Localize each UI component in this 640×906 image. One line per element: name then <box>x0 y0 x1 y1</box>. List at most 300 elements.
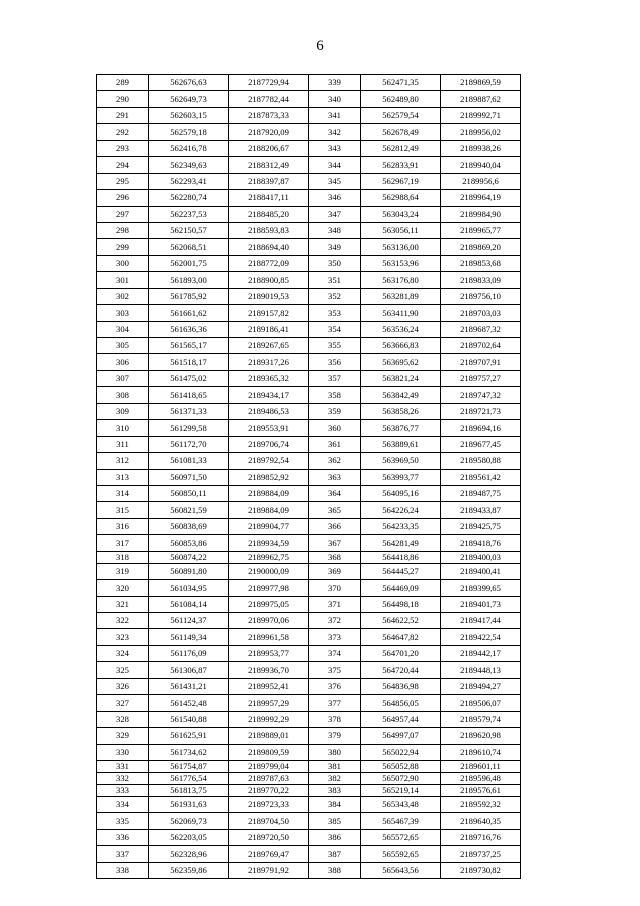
y-coordinate-cell: 2189884,09 <box>229 485 309 501</box>
point-number-cell: 365 <box>309 502 361 518</box>
point-number-cell: 379 <box>309 728 361 744</box>
point-number-cell: 291 <box>97 107 149 123</box>
x-coordinate-cell: 562237,53 <box>149 206 229 222</box>
x-coordinate-cell: 564701,20 <box>361 645 441 661</box>
point-number-cell: 301 <box>97 272 149 288</box>
point-number-cell: 381 <box>309 760 361 772</box>
x-coordinate-cell: 564856,05 <box>361 695 441 711</box>
x-coordinate-cell: 563153,96 <box>361 255 441 271</box>
y-coordinate-cell: 2189770,22 <box>229 784 309 796</box>
x-coordinate-cell: 562676,63 <box>149 75 229 91</box>
point-number-cell: 344 <box>309 157 361 173</box>
y-coordinate-cell: 2189317,26 <box>229 354 309 370</box>
table-row <box>97 403 521 419</box>
y-coordinate-cell: 2189365,32 <box>229 370 309 386</box>
x-coordinate-cell: 561565,17 <box>149 338 229 354</box>
x-coordinate-cell: 561172,70 <box>149 436 229 452</box>
y-coordinate-cell: 2189506,07 <box>441 695 521 711</box>
point-number-cell: 300 <box>97 255 149 271</box>
y-coordinate-cell: 2189417,44 <box>441 613 521 629</box>
point-number-cell: 345 <box>309 173 361 189</box>
point-number-cell: 299 <box>97 239 149 255</box>
point-number-cell: 347 <box>309 206 361 222</box>
x-coordinate-cell: 562579,18 <box>149 124 229 140</box>
point-number-cell: 305 <box>97 338 149 354</box>
point-number-cell: 386 <box>309 829 361 845</box>
y-coordinate-cell: 2189952,41 <box>229 678 309 694</box>
point-number-cell: 303 <box>97 305 149 321</box>
table-row <box>97 469 521 485</box>
point-number-cell: 353 <box>309 305 361 321</box>
x-coordinate-cell: 560821,59 <box>149 502 229 518</box>
x-coordinate-cell: 561034,95 <box>149 580 229 596</box>
x-coordinate-cell: 563821,24 <box>361 370 441 386</box>
point-number-cell: 312 <box>97 453 149 469</box>
y-coordinate-cell: 2189707,91 <box>441 354 521 370</box>
table-row <box>97 711 521 727</box>
y-coordinate-cell: 2189702,64 <box>441 338 521 354</box>
y-coordinate-cell: 2189957,29 <box>229 695 309 711</box>
y-coordinate-cell: 2188772,09 <box>229 255 309 271</box>
table-row <box>97 518 521 534</box>
y-coordinate-cell: 2189869,59 <box>441 75 521 91</box>
x-coordinate-cell: 562280,74 <box>149 190 229 206</box>
x-coordinate-cell: 562579,54 <box>361 107 441 123</box>
point-number-cell: 351 <box>309 272 361 288</box>
table-row <box>97 563 521 579</box>
y-coordinate-cell: 2189833,09 <box>441 272 521 288</box>
point-number-cell: 311 <box>97 436 149 452</box>
x-coordinate-cell: 563666,83 <box>361 338 441 354</box>
table-row <box>97 272 521 288</box>
x-coordinate-cell: 564226,24 <box>361 502 441 518</box>
x-coordinate-cell: 561931,63 <box>149 796 229 812</box>
y-coordinate-cell: 2189889,01 <box>229 728 309 744</box>
y-coordinate-cell: 2189400,03 <box>441 551 521 563</box>
table-row <box>97 338 521 354</box>
table-row <box>97 190 521 206</box>
x-coordinate-cell: 562069,73 <box>149 813 229 829</box>
y-coordinate-cell: 2189757,27 <box>441 370 521 386</box>
x-coordinate-cell: 562416,78 <box>149 140 229 156</box>
x-coordinate-cell: 563876,77 <box>361 420 441 436</box>
point-number-cell: 328 <box>97 711 149 727</box>
point-number-cell: 388 <box>309 862 361 878</box>
y-coordinate-cell: 2189418,76 <box>441 535 521 551</box>
point-number-cell: 320 <box>97 580 149 596</box>
x-coordinate-cell: 564281,49 <box>361 535 441 551</box>
x-coordinate-cell: 561299,58 <box>149 420 229 436</box>
y-coordinate-cell: 2190000,09 <box>229 563 309 579</box>
point-number-cell: 336 <box>97 829 149 845</box>
point-number-cell: 361 <box>309 436 361 452</box>
x-coordinate-cell: 564720,44 <box>361 662 441 678</box>
x-coordinate-cell: 560850,11 <box>149 485 229 501</box>
point-number-cell: 297 <box>97 206 149 222</box>
x-coordinate-cell: 561084,14 <box>149 596 229 612</box>
x-coordinate-cell: 561518,17 <box>149 354 229 370</box>
y-coordinate-cell: 2187920,09 <box>229 124 309 140</box>
y-coordinate-cell: 2189747,32 <box>441 387 521 403</box>
y-coordinate-cell: 2188900,85 <box>229 272 309 288</box>
x-coordinate-cell: 563695,62 <box>361 354 441 370</box>
point-number-cell: 375 <box>309 662 361 678</box>
table-row <box>97 436 521 452</box>
x-coordinate-cell: 560874,22 <box>149 551 229 563</box>
table-row <box>97 596 521 612</box>
y-coordinate-cell: 2189433,87 <box>441 502 521 518</box>
x-coordinate-cell: 562833,91 <box>361 157 441 173</box>
y-coordinate-cell: 2189579,74 <box>441 711 521 727</box>
x-coordinate-cell: 561734,62 <box>149 744 229 760</box>
x-coordinate-cell: 561754,87 <box>149 760 229 772</box>
table-row <box>97 645 521 661</box>
point-number-cell: 318 <box>97 551 149 563</box>
x-coordinate-cell: 561785,92 <box>149 288 229 304</box>
coordinates-table <box>96 74 521 879</box>
x-coordinate-cell: 564957,44 <box>361 711 441 727</box>
x-coordinate-cell: 564622,52 <box>361 613 441 629</box>
point-number-cell: 308 <box>97 387 149 403</box>
x-coordinate-cell: 561149,34 <box>149 629 229 645</box>
x-coordinate-cell: 561776,54 <box>149 772 229 784</box>
table-row <box>97 354 521 370</box>
point-number-cell: 335 <box>97 813 149 829</box>
table-row <box>97 629 521 645</box>
y-coordinate-cell: 2189487,75 <box>441 485 521 501</box>
y-coordinate-cell: 2187729,94 <box>229 75 309 91</box>
y-coordinate-cell: 2189401,73 <box>441 596 521 612</box>
x-coordinate-cell: 562603,15 <box>149 107 229 123</box>
y-coordinate-cell: 2189486,53 <box>229 403 309 419</box>
point-number-cell: 294 <box>97 157 149 173</box>
point-number-cell: 373 <box>309 629 361 645</box>
y-coordinate-cell: 2189703,03 <box>441 305 521 321</box>
table-row <box>97 321 521 337</box>
x-coordinate-cell: 563536,24 <box>361 321 441 337</box>
y-coordinate-cell: 2189448,13 <box>441 662 521 678</box>
point-number-cell: 307 <box>97 370 149 386</box>
point-number-cell: 327 <box>97 695 149 711</box>
table-row <box>97 206 521 222</box>
point-number-cell: 371 <box>309 596 361 612</box>
x-coordinate-cell: 564498,18 <box>361 596 441 612</box>
point-number-cell: 310 <box>97 420 149 436</box>
y-coordinate-cell: 2189425,75 <box>441 518 521 534</box>
y-coordinate-cell: 2189956,02 <box>441 124 521 140</box>
table-row <box>97 453 521 469</box>
x-coordinate-cell: 561124,37 <box>149 613 229 629</box>
table-row <box>97 535 521 551</box>
table-row <box>97 502 521 518</box>
y-coordinate-cell: 2189687,32 <box>441 321 521 337</box>
point-number-cell: 346 <box>309 190 361 206</box>
table-row <box>97 613 521 629</box>
y-coordinate-cell: 2189853,68 <box>441 255 521 271</box>
page-number: 6 <box>316 38 324 54</box>
y-coordinate-cell: 2189940,04 <box>441 157 521 173</box>
point-number-cell: 331 <box>97 760 149 772</box>
point-number-cell: 325 <box>97 662 149 678</box>
y-coordinate-cell: 2189434,17 <box>229 387 309 403</box>
table-row <box>97 124 521 140</box>
y-coordinate-cell: 2189965,77 <box>441 222 521 238</box>
y-coordinate-cell: 2189677,45 <box>441 436 521 452</box>
point-number-cell: 348 <box>309 222 361 238</box>
y-coordinate-cell: 2187873,33 <box>229 107 309 123</box>
point-number-cell: 304 <box>97 321 149 337</box>
y-coordinate-cell: 2189706,74 <box>229 436 309 452</box>
point-number-cell: 372 <box>309 613 361 629</box>
y-coordinate-cell: 2189737,25 <box>441 846 521 862</box>
y-coordinate-cell: 2187782,44 <box>229 91 309 107</box>
x-coordinate-cell: 562001,75 <box>149 255 229 271</box>
point-number-cell: 292 <box>97 124 149 140</box>
x-coordinate-cell: 561893,00 <box>149 272 229 288</box>
x-coordinate-cell: 561176,09 <box>149 645 229 661</box>
table-row <box>97 784 521 796</box>
point-number-cell: 338 <box>97 862 149 878</box>
x-coordinate-cell: 563043,24 <box>361 206 441 222</box>
table-row <box>97 829 521 845</box>
table-row <box>97 91 521 107</box>
x-coordinate-cell: 564997,07 <box>361 728 441 744</box>
point-number-cell: 306 <box>97 354 149 370</box>
table-row <box>97 239 521 255</box>
point-number-cell: 350 <box>309 255 361 271</box>
x-coordinate-cell: 562150,57 <box>149 222 229 238</box>
y-coordinate-cell: 2189869,20 <box>441 239 521 255</box>
y-coordinate-cell: 2189186,41 <box>229 321 309 337</box>
x-coordinate-cell: 561418,65 <box>149 387 229 403</box>
y-coordinate-cell: 2189494,27 <box>441 678 521 694</box>
x-coordinate-cell: 562293,41 <box>149 173 229 189</box>
table-row <box>97 157 521 173</box>
x-coordinate-cell: 564233,35 <box>361 518 441 534</box>
x-coordinate-cell: 564469,09 <box>361 580 441 596</box>
x-coordinate-cell: 563281,89 <box>361 288 441 304</box>
point-number-cell: 295 <box>97 173 149 189</box>
point-number-cell: 354 <box>309 321 361 337</box>
point-number-cell: 387 <box>309 846 361 862</box>
x-coordinate-cell: 564095,16 <box>361 485 441 501</box>
x-coordinate-cell: 564836,98 <box>361 678 441 694</box>
y-coordinate-cell: 2189553,91 <box>229 420 309 436</box>
y-coordinate-cell: 2189580,88 <box>441 453 521 469</box>
x-coordinate-cell: 562328,96 <box>149 846 229 862</box>
table-row <box>97 662 521 678</box>
point-number-cell: 330 <box>97 744 149 760</box>
y-coordinate-cell: 2189422,54 <box>441 629 521 645</box>
table-row <box>97 255 521 271</box>
point-number-cell: 314 <box>97 485 149 501</box>
point-number-cell: 352 <box>309 288 361 304</box>
point-number-cell: 341 <box>309 107 361 123</box>
y-coordinate-cell: 2188397,87 <box>229 173 309 189</box>
x-coordinate-cell: 562988,64 <box>361 190 441 206</box>
point-number-cell: 360 <box>309 420 361 436</box>
point-number-cell: 289 <box>97 75 149 91</box>
y-coordinate-cell: 2189936,70 <box>229 662 309 678</box>
y-coordinate-cell: 2189934,59 <box>229 535 309 551</box>
x-coordinate-cell: 562489,80 <box>361 91 441 107</box>
y-coordinate-cell: 2189852,92 <box>229 469 309 485</box>
point-number-cell: 359 <box>309 403 361 419</box>
x-coordinate-cell: 563056,11 <box>361 222 441 238</box>
coordinates-table-body <box>97 75 521 879</box>
x-coordinate-cell: 565052,88 <box>361 760 441 772</box>
point-number-cell: 362 <box>309 453 361 469</box>
point-number-cell: 321 <box>97 596 149 612</box>
table-row <box>97 862 521 878</box>
point-number-cell: 326 <box>97 678 149 694</box>
x-coordinate-cell: 561813,75 <box>149 784 229 796</box>
point-number-cell: 290 <box>97 91 149 107</box>
x-coordinate-cell: 562349,63 <box>149 157 229 173</box>
point-number-cell: 385 <box>309 813 361 829</box>
y-coordinate-cell: 2189953,77 <box>229 645 309 661</box>
y-coordinate-cell: 2189267,65 <box>229 338 309 354</box>
y-coordinate-cell: 2189884,09 <box>229 502 309 518</box>
y-coordinate-cell: 2189596,48 <box>441 772 521 784</box>
y-coordinate-cell: 2189721,73 <box>441 403 521 419</box>
x-coordinate-cell: 561306,87 <box>149 662 229 678</box>
y-coordinate-cell: 2189756,10 <box>441 288 521 304</box>
y-coordinate-cell: 2189904,77 <box>229 518 309 534</box>
y-coordinate-cell: 2189970,06 <box>229 613 309 629</box>
y-coordinate-cell: 2189694,16 <box>441 420 521 436</box>
y-coordinate-cell: 2189620,98 <box>441 728 521 744</box>
point-number-cell: 358 <box>309 387 361 403</box>
y-coordinate-cell: 2189956,6 <box>441 173 521 189</box>
point-number-cell: 382 <box>309 772 361 784</box>
x-coordinate-cell: 560891,80 <box>149 563 229 579</box>
point-number-cell: 374 <box>309 645 361 661</box>
point-number-cell: 378 <box>309 711 361 727</box>
y-coordinate-cell: 2189769,47 <box>229 846 309 862</box>
y-coordinate-cell: 2189723,33 <box>229 796 309 812</box>
y-coordinate-cell: 2188593,83 <box>229 222 309 238</box>
x-coordinate-cell: 561475,02 <box>149 370 229 386</box>
point-number-cell: 334 <box>97 796 149 812</box>
y-coordinate-cell: 2189799,04 <box>229 760 309 772</box>
table-row <box>97 140 521 156</box>
x-coordinate-cell: 561431,21 <box>149 678 229 694</box>
table-row <box>97 485 521 501</box>
y-coordinate-cell: 2189809,59 <box>229 744 309 760</box>
x-coordinate-cell: 561661,62 <box>149 305 229 321</box>
y-coordinate-cell: 2188312,49 <box>229 157 309 173</box>
point-number-cell: 302 <box>97 288 149 304</box>
point-number-cell: 369 <box>309 563 361 579</box>
y-coordinate-cell: 2189961,58 <box>229 629 309 645</box>
x-coordinate-cell: 565572,65 <box>361 829 441 845</box>
point-number-cell: 363 <box>309 469 361 485</box>
x-coordinate-cell: 563858,26 <box>361 403 441 419</box>
table-row <box>97 580 521 596</box>
y-coordinate-cell: 2189938,26 <box>441 140 521 156</box>
x-coordinate-cell: 563993,77 <box>361 469 441 485</box>
x-coordinate-cell: 565343,48 <box>361 796 441 812</box>
point-number-cell: 383 <box>309 784 361 796</box>
x-coordinate-cell: 561081,33 <box>149 453 229 469</box>
x-coordinate-cell: 564445,27 <box>361 563 441 579</box>
x-coordinate-cell: 565072,90 <box>361 772 441 784</box>
y-coordinate-cell: 2189787,63 <box>229 772 309 784</box>
y-coordinate-cell: 2189984,90 <box>441 206 521 222</box>
y-coordinate-cell: 2189610,74 <box>441 744 521 760</box>
x-coordinate-cell: 561636,36 <box>149 321 229 337</box>
x-coordinate-cell: 563176,80 <box>361 272 441 288</box>
point-number-cell: 340 <box>309 91 361 107</box>
x-coordinate-cell: 562812,49 <box>361 140 441 156</box>
table-row <box>97 551 521 563</box>
x-coordinate-cell: 560853,86 <box>149 535 229 551</box>
y-coordinate-cell: 2189640,35 <box>441 813 521 829</box>
table-row <box>97 772 521 784</box>
table-row <box>97 173 521 189</box>
y-coordinate-cell: 2189716,76 <box>441 829 521 845</box>
table-row <box>97 420 521 436</box>
table-row <box>97 744 521 760</box>
x-coordinate-cell: 562068,51 <box>149 239 229 255</box>
point-number-cell: 309 <box>97 403 149 419</box>
x-coordinate-cell: 562203,05 <box>149 829 229 845</box>
y-coordinate-cell: 2188206,67 <box>229 140 309 156</box>
y-coordinate-cell: 2189601,11 <box>441 760 521 772</box>
y-coordinate-cell: 2189592,32 <box>441 796 521 812</box>
point-number-cell: 319 <box>97 563 149 579</box>
point-number-cell: 329 <box>97 728 149 744</box>
y-coordinate-cell: 2189561,42 <box>441 469 521 485</box>
point-number-cell: 357 <box>309 370 361 386</box>
point-number-cell: 364 <box>309 485 361 501</box>
x-coordinate-cell: 562359,86 <box>149 862 229 878</box>
x-coordinate-cell: 561371,33 <box>149 403 229 419</box>
point-number-cell: 343 <box>309 140 361 156</box>
point-number-cell: 366 <box>309 518 361 534</box>
point-number-cell: 337 <box>97 846 149 862</box>
y-coordinate-cell: 2189887,62 <box>441 91 521 107</box>
x-coordinate-cell: 564647,82 <box>361 629 441 645</box>
x-coordinate-cell: 561452,48 <box>149 695 229 711</box>
point-number-cell: 376 <box>309 678 361 694</box>
x-coordinate-cell: 561625,91 <box>149 728 229 744</box>
x-coordinate-cell: 565022,94 <box>361 744 441 760</box>
point-number-cell: 349 <box>309 239 361 255</box>
table-row <box>97 678 521 694</box>
point-number-cell: 355 <box>309 338 361 354</box>
point-number-cell: 342 <box>309 124 361 140</box>
point-number-cell: 370 <box>309 580 361 596</box>
y-coordinate-cell: 2189399,65 <box>441 580 521 596</box>
point-number-cell: 323 <box>97 629 149 645</box>
table-row <box>97 728 521 744</box>
point-number-cell: 380 <box>309 744 361 760</box>
point-number-cell: 339 <box>309 75 361 91</box>
table-row <box>97 760 521 772</box>
y-coordinate-cell: 2189791,92 <box>229 862 309 878</box>
table-row <box>97 75 521 91</box>
y-coordinate-cell: 2189157,82 <box>229 305 309 321</box>
x-coordinate-cell: 563136,00 <box>361 239 441 255</box>
y-coordinate-cell: 2189992,29 <box>229 711 309 727</box>
y-coordinate-cell: 2189442,17 <box>441 645 521 661</box>
x-coordinate-cell: 562649,73 <box>149 91 229 107</box>
x-coordinate-cell: 565219,14 <box>361 784 441 796</box>
x-coordinate-cell: 564418,86 <box>361 551 441 563</box>
x-coordinate-cell: 561540,88 <box>149 711 229 727</box>
